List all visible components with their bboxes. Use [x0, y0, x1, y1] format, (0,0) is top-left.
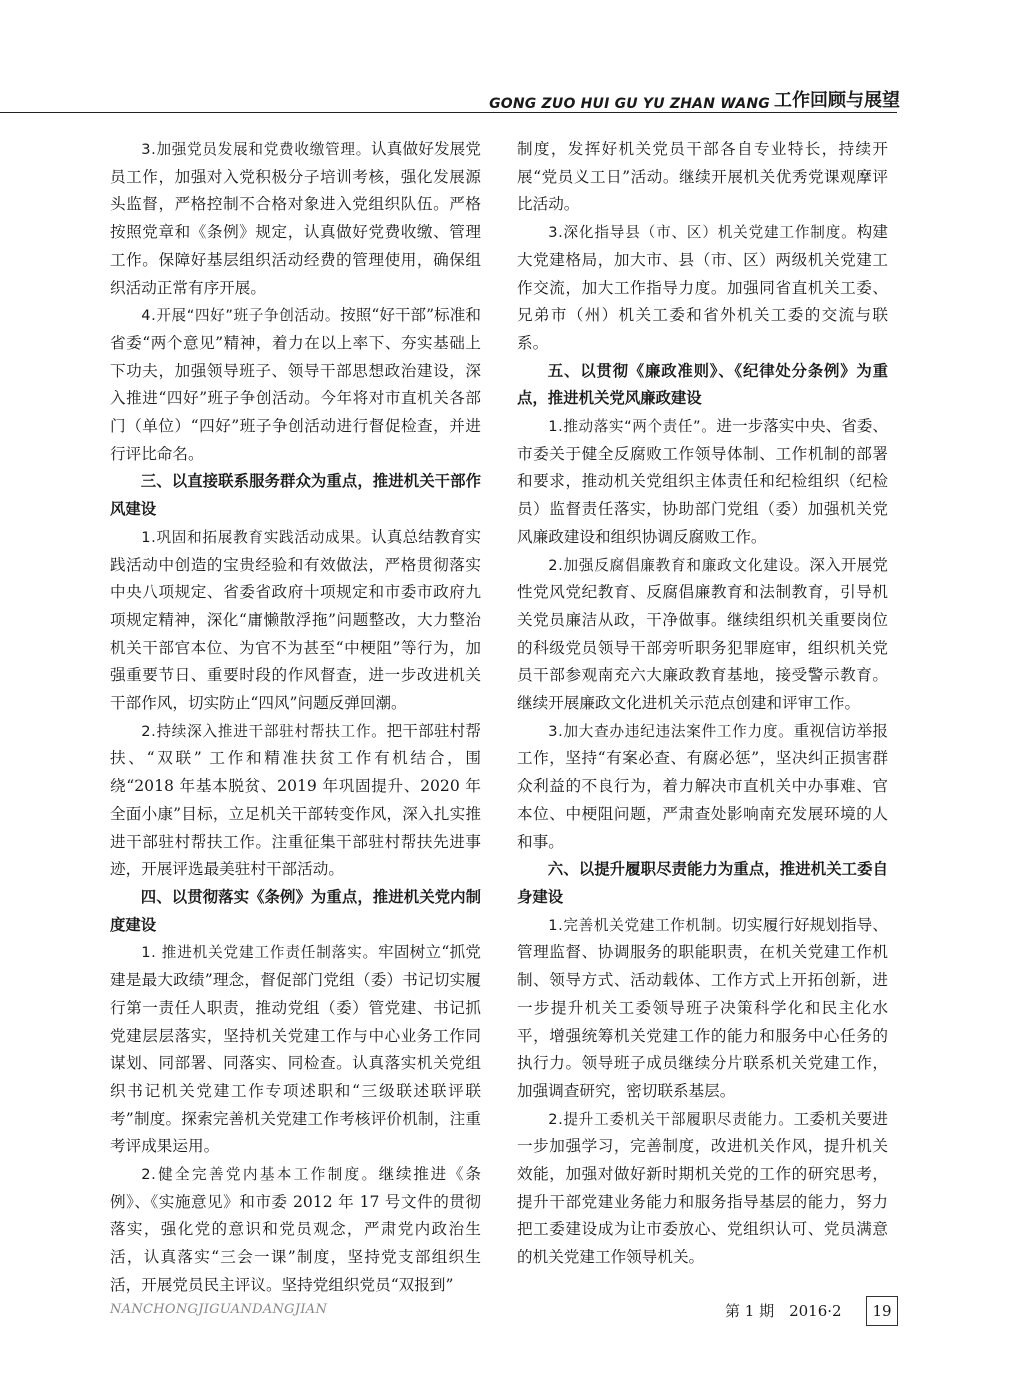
- header-latin: GONG ZUO HUI GU YU ZHAN WANG: [489, 96, 770, 112]
- left-column: [110, 136, 481, 1300]
- paragraph-body: 重视信访举报工作，坚持“有案必查、有腐必惩”，坚决纠正损害群众利益的不良行为，着力解决市直机关中办事难、官本位、中梗阻问题，严肃查处影响南充发展环境的人和事。: [517, 721, 888, 851]
- paragraph-lead: 3.加强党员发展和党费收缴管理。: [141, 141, 372, 158]
- paragraph-body: 进一步落实中央、省委、市委关于健全反腐败工作领导体制、工作机制的部署和要求，推动机关党组织主体责任和纪检组织（纪检员）监督责任落实，协助部门党组（委）加强机关党风廉政建设和组织协调反腐败工作。: [517, 417, 888, 546]
- page-number: 19: [866, 1296, 898, 1326]
- section-heading: 六、以提升履职尽责能力为重点，推进机关工委自身建设: [517, 860, 888, 906]
- section-heading: 四、以贯彻落实《条例》为重点，推进机关党内制度建设: [110, 887, 481, 934]
- paragraph: [517, 1106, 888, 1272]
- paragraph-body: 牢固树立“抓党建是最大政绩”理念，督促部门党组（委）书记切实履行第一责任人职责，推动党组（委）管党建、书记抓党建层层落实，坚持机关党建工作与中心业务工作同谋划、同部署、同落实、同检查。认真落实机关党组织书记机关党建工作专项述职和“三级联述联评联考”制度。探索完善机关党建工作考核评价机制，注重考评成果运用。: [110, 943, 482, 1156]
- paragraph: [110, 136, 481, 302]
- paragraph-lead: 1.推动落实“两个责任”。: [548, 418, 717, 436]
- paragraph-lead: 3.加大查办违纪违法案件工作力度。: [548, 722, 794, 740]
- paragraph: [110, 718, 481, 884]
- paragraph: [517, 718, 888, 857]
- right-column: [517, 136, 888, 1272]
- paragraph: [110, 1161, 481, 1300]
- header-rule: [0, 112, 897, 113]
- paragraph-body: 认真总结教育实践活动中创造的宝贵经验和有效做法，严格贯彻落实中央八项规定、省委省政府十项规定和市委市政府九项规定精神，深化“庸懒散浮拖”问题整改，大力整治机关干部官本位、为官不为甚至“中梗阻”等行为，加强重要节日、重要时段的作风督查，进一步改进机关干部作风，切实防止“四风”问题反弹回潮。: [110, 527, 481, 713]
- paragraph: [517, 219, 888, 358]
- paragraph-body: 制度，发挥好机关党员干部各自专业特长，持续开展“党员义工日”活动。继续开展机关优秀党课观摩评比活动。: [517, 140, 888, 214]
- paragraph-body: 构建大党建格局，加大市、县（市、区）两级机关党建工作交流，加大工作指导力度。加强同省直机关工委、兄弟市（州）机关工委和省外机关工委的交流与联系。: [517, 223, 888, 352]
- paragraph: [110, 939, 481, 1161]
- paragraph-body: 工委机关要进一步加强学习，完善制度，改进机关作风，提升机关效能，加强对做好新时期机关党的工作的研究思考，提升干部党建业务能力和服务指导基层的能力，努力把工委建设成为让市委放心、党组织认可、党员满意的机关党建工作领导机关。: [517, 1109, 888, 1267]
- running-header: [489, 82, 900, 112]
- paragraph-lead: 4.开展“四好”班子争创活动。: [141, 307, 341, 325]
- paragraph-lead: 2.提升工委机关干部履职尽责能力。: [548, 1110, 794, 1128]
- paragraph-body: 深入开展党性党风党纪教育、反腐倡廉教育和法制教育，引导机关党员廉洁从政，干净做事。继续组织机关重要岗位的科级党员领导干部旁听职务犯罪庭审，组织机关党员干部参观南充六大廉政教育基地，接受警示教育。继续开展廉政文化进机关示范点创建和评审工作。: [517, 555, 888, 713]
- paragraph-lead: 1.完善机关党建工作机制。: [548, 916, 732, 934]
- paragraph-lead: 2.健全完善党内基本工作制度。: [141, 1166, 379, 1184]
- paragraph-body: 把干部驻村帮扶、“双联” 工作和精准扶贫工作有机结合，围绕“2018 年基本脱贫、2019 年巩固提升、2020 年全面小康”目标，立足机关干部转变作风，深入扎实推进干部驻村帮扶工作。注重征集干部驻村帮扶先进事迹，开展评选最美驻村干部活动。: [110, 721, 481, 879]
- paragraph: [110, 524, 481, 718]
- section-heading: 三、以直接联系服务群众为重点，推进机关干部作风建设: [110, 472, 481, 519]
- paragraph: [110, 302, 481, 468]
- paragraph-body: 认真做好发展党员工作，加强对入党积极分子培训考核，强化发展源头监督，严格控制不合格对象进入党组织队伍。严格按照党章和《条例》规定，认真做好党费收缴、管理工作。保障好基层组织活动经费的管理使用，确保组织活动正常有序开展。: [110, 140, 481, 297]
- paragraph-lead: 3.深化指导县（市、区）机关党建工作制度。: [548, 224, 857, 242]
- paragraph-lead: 2.持续深入推进干部驻村帮扶工作。: [141, 722, 387, 740]
- footer-issue: 第 1 期 2016·2: [725, 1302, 842, 1320]
- paragraph: [517, 912, 888, 1106]
- paragraph-lead: 2.加强反腐倡廉教育和廉政文化建设。: [548, 556, 810, 574]
- section-heading: 五、以贯彻《廉政准则》、《纪律处分条例》为重点，推进机关党风廉政建设: [517, 361, 888, 408]
- page-footer: [0, 1296, 1015, 1328]
- paragraph-lead: 1.巩固和拓展教育实践活动成果。: [141, 528, 372, 546]
- paragraph: [517, 552, 888, 718]
- paragraph-body: 按照“好干部”标准和省委“两个意见”精神，着力在以上率下、夯实基础上下功夫，加强领导班子、领导干部思想政治建设，深入推进“四好”班子争创活动。今年将对市直机关各部门（单位）“四好”班子争创活动进行督促检查，并进行评比命名。: [110, 306, 481, 463]
- paragraph-body: 切实履行好规划指导、管理监督、协调服务的职能职责，在机关党建工作机制、领导方式、活动载体、工作方式上开拓创新，进一步提升机关工委领导班子决策科学化和民主化水平，增强统筹机关党建工作的能力和服务中心任务的执行力。领导班子成员继续分片联系机关党建工作，加强调查研究，密切联系基层。: [517, 915, 888, 1100]
- footer-journal-name: NANCHONGJIGUANDANGJIAN: [110, 1302, 328, 1317]
- paragraph-lead: 1. 推进机关党建工作责任制落实。: [141, 944, 378, 962]
- paragraph: [517, 413, 888, 552]
- paragraph-body: 继续推进《条例》、《实施意见》和市委 2012 年 17 号文件的贯彻落实，强化党的意识和党员观念，严肃党内政治生活，认真落实“三会一课”制度，坚持党支部组织生活，开展党员民主评议。坚持党组织党员“双报到”: [110, 1165, 481, 1294]
- header-title: 工作回顾与展望: [774, 90, 900, 111]
- paragraph-continuation: [517, 136, 888, 219]
